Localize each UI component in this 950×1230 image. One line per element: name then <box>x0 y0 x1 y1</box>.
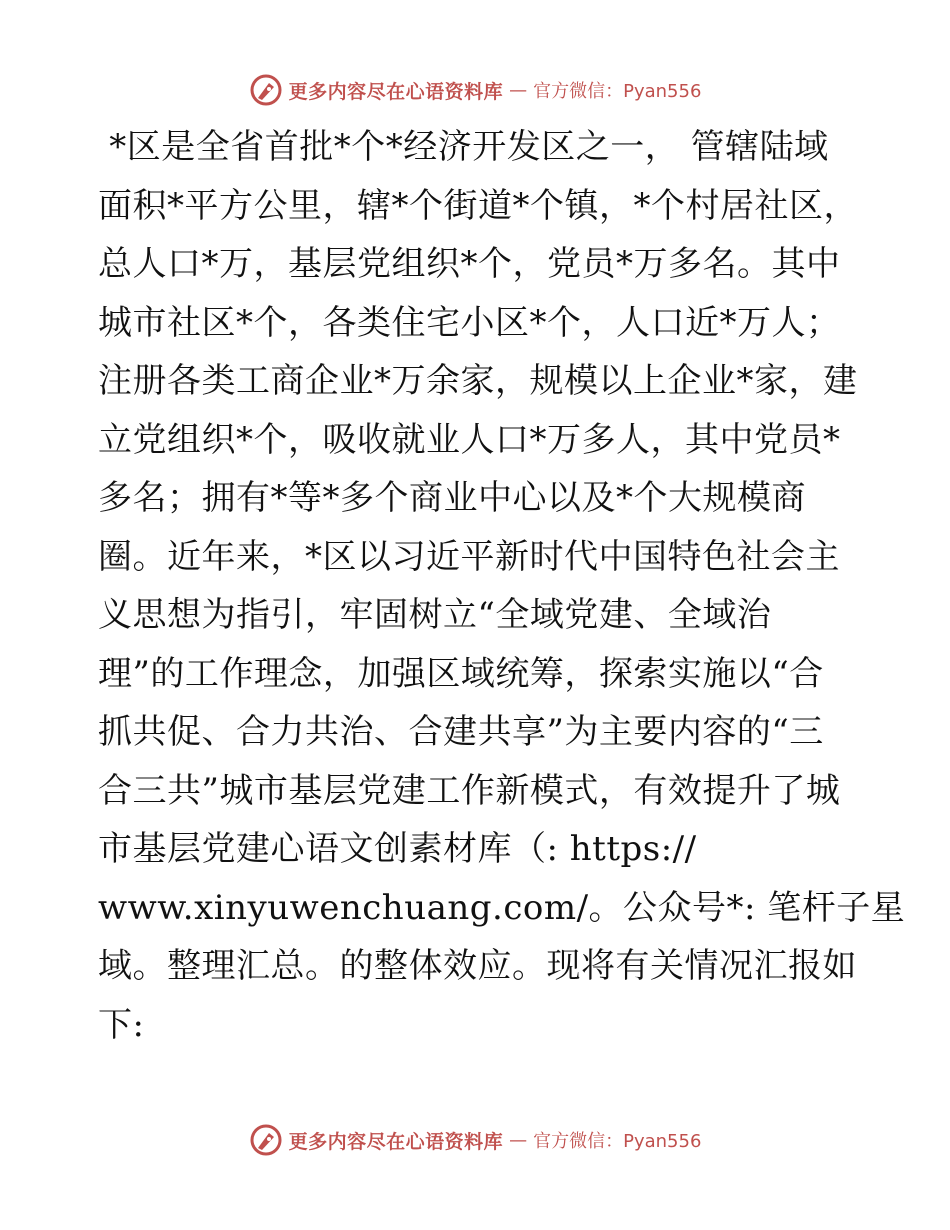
body-line: 下: <box>98 1004 145 1045</box>
pen-nib-logo-icon <box>249 1123 283 1157</box>
body-line: 市基层党建心语文创素材库（: https:// <box>98 829 697 869</box>
header-banner-text: 更多内容尽在心语资料库 <box>288 80 504 103</box>
body-line: *区是全省首批*个*经济开发区之一， 管辖陆域 <box>98 127 829 167</box>
body-line: 理”的工作理念，加强区域统筹，探索实施以“合 <box>98 653 824 694</box>
footer-banner-separator: — <box>509 1129 528 1151</box>
document-body <box>98 118 906 1054</box>
body-line: 圈。近年来，*区以习近平新时代中国特色社会主 <box>98 536 840 577</box>
body-line: 多名；拥有*等*多个商业中心以及*个大规模商 <box>98 478 806 518</box>
body-line: 城市社区*个，各类住宅小区*个，人口近*万人； <box>98 302 841 343</box>
pen-nib-logo-icon <box>249 73 283 107</box>
header-watermark-banner <box>0 70 950 110</box>
footer-banner-contact: 官方微信：Pyan556 <box>533 1131 702 1152</box>
body-line: 义思想为指引，牢固树立“全域党建、全域治 <box>98 595 772 635</box>
body-line: 总人口*万，基层党组织*个，党员*万多名。其中 <box>98 244 841 284</box>
body-line: 域。整理汇总。的整体效应。现将有关情况汇报如 <box>98 946 857 986</box>
body-line: 抓共促、合力共治、合建共享”为主要内容的“三 <box>98 712 824 752</box>
body-line: 立党组织*个，吸收就业人口*万多人，其中党员* <box>98 419 841 460</box>
body-line: www.xinyuwenchuang.com/。公众号*: 笔杆子星 <box>98 887 906 928</box>
header-banner-contact: 官方微信：Pyan556 <box>533 81 702 102</box>
body-line: 注册各类工商企业*万余家，规模以上企业*家，建 <box>98 361 858 401</box>
header-banner-separator: — <box>509 79 528 101</box>
footer-watermark-banner <box>0 1120 950 1160</box>
body-line: 面积*平方公里，辖*个街道*个镇，*个村居社区， <box>98 185 858 226</box>
body-line: 合三共”城市基层党建工作新模式，有效提升了城 <box>98 770 841 811</box>
footer-banner-text: 更多内容尽在心语资料库 <box>288 1130 504 1153</box>
